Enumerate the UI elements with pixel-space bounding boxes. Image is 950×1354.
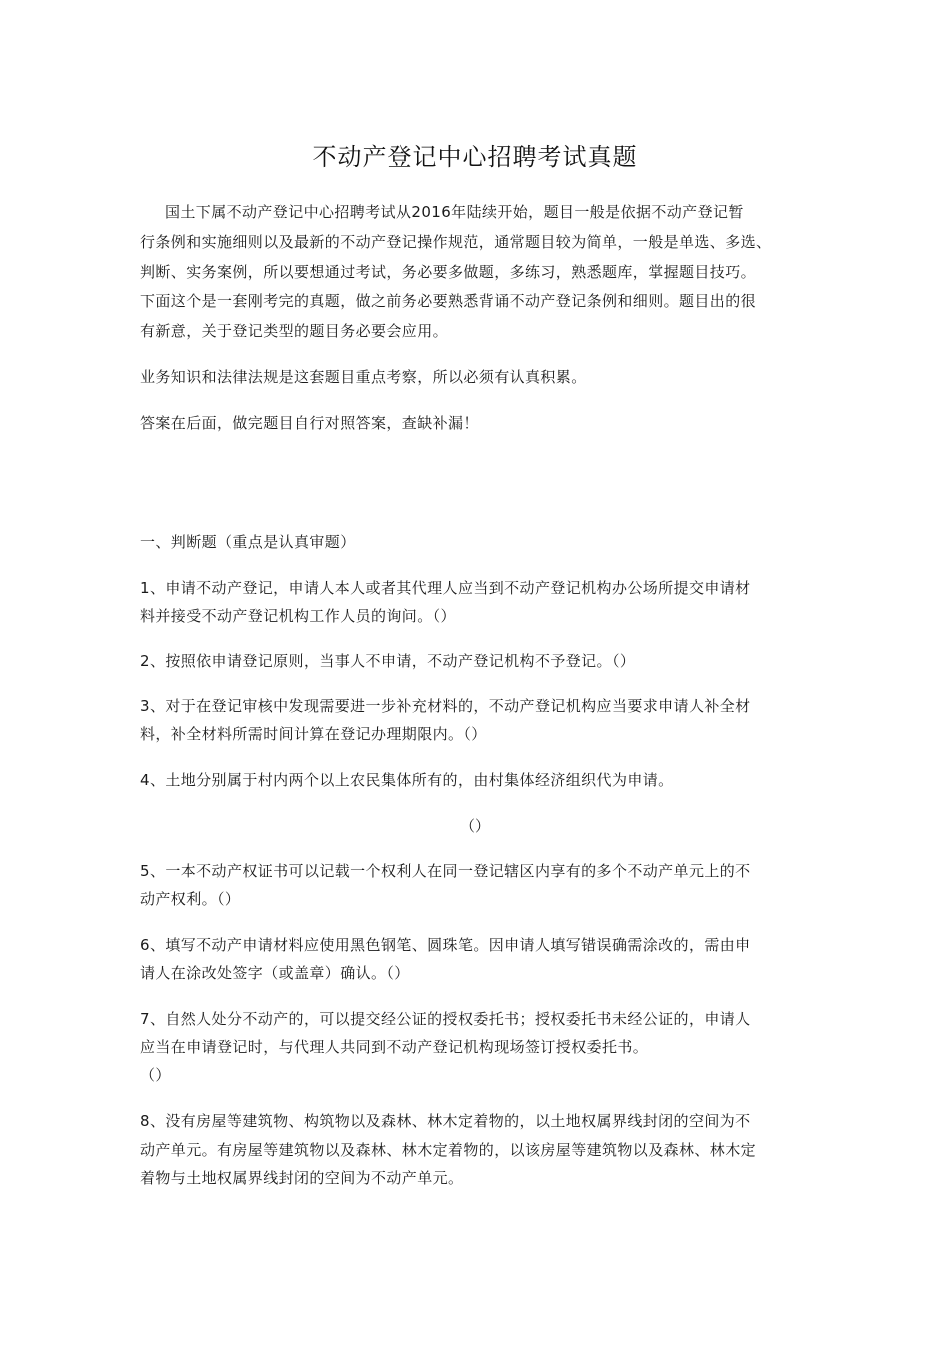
question-line: 着物与土地权属界线封闭的空间为不动产单元。 <box>140 1169 464 1187</box>
question-line: 应当在申请登记时，与代理人共同到不动产登记机构现场签订授权委托书。 <box>140 1038 649 1056</box>
intro-line: 有新意，关于登记类型的题目务必要会应用。 <box>140 322 449 340</box>
question-line: 7、自然人处分不动产的，可以提交经公证的授权委托书；授权委托书未经公证的，申请人 <box>140 1010 751 1028</box>
question-line: 请人在涂改处签字（或盖章）确认。（） <box>140 964 410 982</box>
question-line: 动产权利。（） <box>140 890 241 908</box>
document-title: 不动产登记中心招聘考试真题 <box>312 143 638 171</box>
intro-line: 下面这个是一套刚考完的真题，做之前务必要熟悉背诵不动产登记条例和细则。题目出的很 <box>140 292 757 310</box>
intro-line: 国土下属不动产登记中心招聘考试从2016年陆续开始，题目一般是依据不动产登记暂 <box>165 203 744 221</box>
section-heading: 一、判断题（重点是认真审题） <box>140 533 356 551</box>
intro-line: 判断、实务案例，所以要想通过考试，务必要多做题，多练习，熟悉题库，掌握题目技巧。 <box>140 263 757 281</box>
question-line: 5、一本不动产权证书可以记载一个权利人在同一登记辖区内享有的多个不动产单元上的不 <box>140 862 751 880</box>
question-line: 8、没有房屋等建筑物、构筑物以及森林、林木定着物的，以土地权属界线封闭的空间为不 <box>140 1112 751 1130</box>
question-line: 1、申请不动产登记，申请人本人或者其代理人应当到不动产登记机构办公场所提交申请材 <box>140 579 751 597</box>
question-line: 4、土地分别属于村内两个以上农民集体所有的，由村集体经济组织代为申请。 <box>140 771 674 789</box>
question-line: 2、按照依申请登记原则，当事人不申请，不动产登记机构不予登记。（） <box>140 652 636 670</box>
question-line: 6、填写不动产申请材料应使用黑色钢笔、圆珠笔。因申请人填写错误确需涂改的，需由申 <box>140 936 751 954</box>
question-line: 料并接受不动产登记机构工作人员的询问。（） <box>140 607 456 625</box>
note-paragraph: 答案在后面，做完题目自行对照答案，查缺补漏！ <box>140 414 479 432</box>
answer-paren: （） <box>459 817 490 835</box>
question-line: （） <box>140 1066 171 1084</box>
intro-line: 行条例和实施细则以及最新的不动产登记操作规范，通常题目较为简单，一般是单选、多选、 <box>140 233 772 251</box>
question-line: 动产单元。有房屋等建筑物以及森林、林木定着物的，以该房屋等建筑物以及森林、林木定 <box>140 1141 757 1159</box>
question-line: 料，补全材料所需时间计算在登记办理期限内。（） <box>140 725 487 743</box>
question-line: 3、对于在登记审核中发现需要进一步补充材料的，不动产登记机构应当要求申请人补全材 <box>140 697 751 715</box>
note-paragraph: 业务知识和法律法规是这套题目重点考察，所以必须有认真积累。 <box>140 368 587 386</box>
